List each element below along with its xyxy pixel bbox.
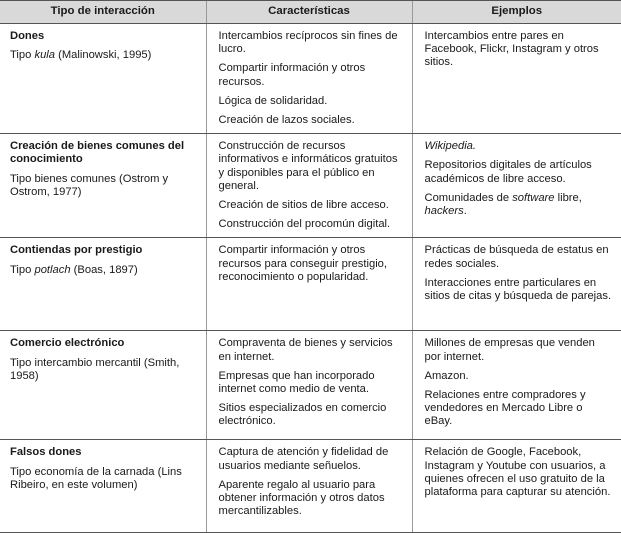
list-item: Creación de lazos sociales. xyxy=(218,114,355,127)
row-subtitle: Tipo bienes comunes (Ostrom y Ostrom, 1977) xyxy=(10,172,169,198)
cell-caracteristicas xyxy=(206,331,412,440)
row-subtitle-text: Tipo xyxy=(10,49,35,62)
row-subtitle: Tipo intercambio mercantil (Smith, 1958) xyxy=(10,356,180,382)
cell-ejemplos xyxy=(412,24,621,134)
list-item: Compartir información y otros recursos. xyxy=(218,62,366,88)
list-item: Sitios especializados en comercio electrónico. xyxy=(218,402,387,428)
header-tipo: Tipo de interacción xyxy=(0,1,206,24)
header-ejemplos: Ejemplos xyxy=(412,1,621,24)
list-item: Prácticas de búsqueda de estatus en redes sociales. xyxy=(424,244,609,270)
list-item: Millones de empresas que venden por internet. xyxy=(424,337,595,363)
list-item: Intercambios entre pares en Facebook, Flickr, Instagram y otros sitios. xyxy=(424,30,599,69)
list-item-text: . xyxy=(463,205,467,218)
cell-tipo xyxy=(0,134,206,238)
table-row xyxy=(0,24,621,134)
table-row xyxy=(0,134,621,238)
list-item: Interacciones entre particulares en sitios de citas y búsqueda de parejas. xyxy=(424,276,612,303)
cell-caracteristicas xyxy=(206,440,412,533)
cell-ejemplos xyxy=(412,238,621,331)
table-row xyxy=(0,238,621,331)
list-item: Lógica de solidaridad. xyxy=(218,94,328,107)
table-row xyxy=(0,440,621,533)
list-item-italic: software xyxy=(512,191,555,204)
table-header xyxy=(0,1,621,24)
list-item: Captura de atención y fidelidad de usuarios mediante señuelos. xyxy=(218,446,389,472)
list-item: Aparente regalo al usuario para obtener información y otros datos mercantilizables. xyxy=(218,478,385,518)
cell-tipo xyxy=(0,24,206,134)
row-subtitle-italic: kula xyxy=(34,49,55,62)
cell-tipo xyxy=(0,331,206,440)
row-title: Falsos dones xyxy=(10,446,82,459)
list-item: Creación de sitios de libre acceso. xyxy=(218,199,389,212)
row-subtitle-text: Tipo xyxy=(10,263,35,276)
list-item: Relación de Google, Facebook, Instagram y Youtube con usuarios, a quienes ofrecen el uso gratuito de la plataforma para capturar su atención. xyxy=(424,446,611,499)
row-subtitle-text: (Boas, 1897) xyxy=(70,263,138,276)
list-item: Construcción de recursos informativos e informáticos gratuitos y disponibles para el público en general. xyxy=(218,140,398,192)
cell-tipo xyxy=(0,238,206,331)
list-item: Amazon. xyxy=(424,369,469,382)
row-subtitle: Tipo economía de la carnada (Lins Ribeiro, en este volumen) xyxy=(10,465,182,491)
list-item: Empresas que han incorporado internet como medio de venta. xyxy=(218,369,375,396)
table-body xyxy=(0,24,621,533)
row-title: Dones xyxy=(10,30,45,42)
cell-ejemplos xyxy=(412,440,621,533)
cell-caracteristicas xyxy=(206,134,412,238)
cell-caracteristicas xyxy=(206,238,412,331)
list-item: Compraventa de bienes y servicios en internet. xyxy=(218,337,393,363)
list-item-italic: hackers xyxy=(424,205,464,218)
row-title: Contiendas por prestigio xyxy=(10,244,143,257)
list-item-text: libre, xyxy=(554,191,582,204)
list-item: Construcción del procomún digital. xyxy=(218,218,391,231)
row-subtitle-text: (Malinowski, 1995) xyxy=(55,49,152,62)
table-row xyxy=(0,331,621,440)
list-item xyxy=(425,192,614,218)
cell-ejemplos xyxy=(412,134,621,238)
list-item: Repositorios digitales de artículos académicos de libre acceso. xyxy=(424,159,592,185)
table-header-row xyxy=(0,1,621,24)
cell-ejemplos xyxy=(412,331,621,440)
list-item: Wikipedia. xyxy=(424,140,477,153)
row-subtitle xyxy=(10,264,200,277)
cell-caracteristicas xyxy=(206,24,412,134)
header-caracteristicas: Características xyxy=(206,1,412,24)
row-subtitle-italic: potlach xyxy=(34,263,71,276)
cell-tipo xyxy=(0,440,206,533)
row-title: Comercio electrónico xyxy=(10,337,125,350)
list-item: Intercambios recíprocos sin fines de lucro. xyxy=(218,30,398,56)
list-item-text: Comunidades de xyxy=(424,191,513,204)
row-title: Creación de bienes comunes del conocimiento xyxy=(10,140,185,166)
row-subtitle xyxy=(10,49,200,62)
list-item: Relaciones entre compradores y vendedores en Mercado Libre o eBay. xyxy=(424,389,586,428)
list-item: Compartir información y otros recursos para conseguir prestigio, reconocimiento o popularidad. xyxy=(218,244,388,283)
